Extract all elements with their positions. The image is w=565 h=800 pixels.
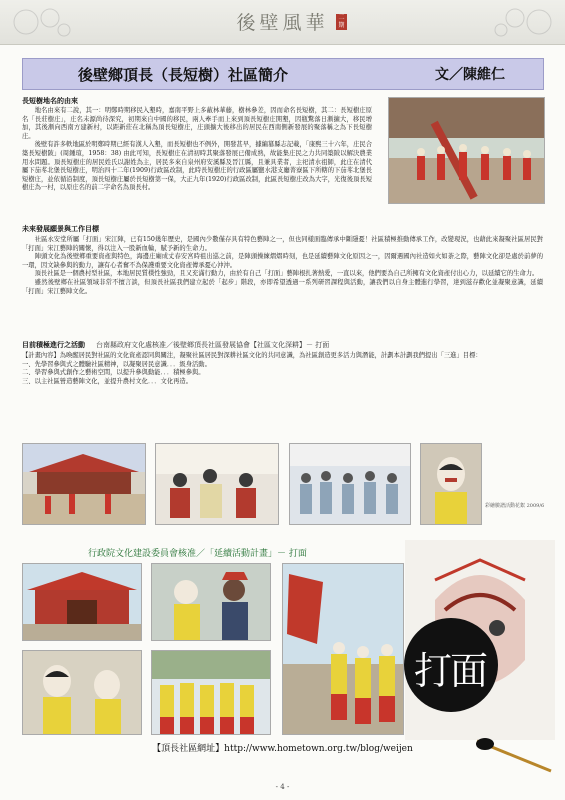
section-heading: 目前積極進行之活動 [22, 341, 85, 349]
section-text: 地名由來有二說，其一：明鄭時期移民入墾時，嘉南平野上多蔽林華藤，樹林參差，因而命名長短樹，其二：長短樹庄原名「長莊樹庄」，庄名未源尚待深究，初期來自中國的移民，兩人牽手而上來到頂長短樹庄開墾，因瓶驚落日漸擴大，移民增加，其後漸向西南方建新村，以距新莊在北稱為頂長短樹庄，庄頭擴大後移出的居民在西南側新發展的聚落稱之為下長短樹庄。 後壁有許多軼地區於明鄭時期已經有漢人入墾，而長短樹也不例外，開發甚早，據編纂縣志記載，「康熙三十六年，庄民合築長短樹陂」(周鍾瑄，1958：38) 由此可知，長短樹庄在清初時其聚落發展已備成熟，故能集庄民之力共同築陂以解決農業用水問題。頂長短樹庄的居民姓氏以謝姓為主，居民多來自泉州府安溪縣及晉江縣，且兼具業者，主祀清水祖師，此庄在清代屬下茄苳北堡長短樹庄，明治四十二年(1909)行政區改制，此時長短樹庄的行政區屬鹽水港支廳菁寮區下所轄的下茄苳北堡長短樹庄，並依循沿制度，頂長短樹庄屬於長短樹第一保，大正九年(1920)行政區改制，此區長短樹庄改為大字，光復後頂長短樹庄為一村，以原庄名的前二字命名為頂長村。 [22, 107, 372, 192]
painted-face-portrait-photo [420, 443, 482, 525]
issue-seal: 二期 [336, 14, 347, 30]
section-heading-note: 台南縣政府文化處核准／後壁鄉頂長社區發展協會【社區文化深耕】－ 打面 [96, 341, 330, 349]
title-stamp [404, 618, 498, 712]
flag-parade-photo [282, 563, 404, 735]
section-heading: 未來發展願景與工作目標 [22, 225, 99, 233]
magazine-title: 後壁風華 [236, 12, 329, 34]
audience-tent-photo [289, 443, 411, 525]
temple-parade-photo [22, 443, 146, 525]
artist-painting-photo [151, 563, 271, 641]
section-text: 社區永安堂所屬「打面」宋江陣，已有150幾年歷史，是國內少數僅存具有特色藝陣之一，但也同樣面臨傳承中斷隱憂！社區積極推動傳承工作，改變現況，也藉此來凝聚社區居民對「打面」宋江藝陣的關懷，得以注入一股新血輪，賦予新的生命力。 陣頭文化為後壁鄉重要資產與特色，海邊庄廟成丈春安宮時祖出巡之前，是陣頭操練熠熠時刻，也是延續藝陣文化原因之一，因爾遇國內社造如火如荼之際，藝陣文化卻是處於前夢的一環，因文缺參與的動力，讓有心者奮不為保護重要文化資產傳承憂心沖沖。 頂長社區是一個農村型社區，本地居民質樸性強勁，且又充滿行動力，由於有自己「打面」藝陣根扎著熱愛，一直以來，他們要為自己所擁有文化資產付出心力，以延續它的生命力。 雖然後壁鄉在社區領域非常不擅言談，但頂長社區我們建立起於「起步」階段，亦即希望透過一系列研習課程與活動，讓我們以自身主體進行學習，達到滋存歡化並凝聚意識，延續「打面」宋江藝陣文化。 [22, 236, 543, 295]
article-title: 後壁鄉頂長（長短樹）社區簡介 [78, 66, 289, 84]
masthead [0, 0, 565, 45]
face-painting-photo [155, 443, 279, 525]
section-text: 【計畫內容】為喚醒居民對社區的文化資產認同與關注，凝聚社區居民對深耕社區文化的共同意識，為社區創造更多活力與潛能，計劃本計劃我們提出「三進」目標： 一、先學習參與式之體驗社區精神，以凝聚居民意識．．．級身活動。 二、學習參與式創作之藝術空間，以提升參與動能．．．積極參與。 三、以主社區營造藝陣文化，並提升農村文化．．．文化再造。 [22, 352, 482, 385]
photo-caption: 行政院文化建設委員會核准／「延續活動計畫」－ 打面 [88, 549, 307, 559]
footer-website: 【頂長社區網址】http://www.hometown.org.tw/blog/weijen [152, 744, 413, 754]
section-text-continued [22, 188, 543, 218]
painted-performers-photo [22, 650, 142, 735]
troupe-group-photo [151, 650, 271, 735]
page-number: - 4 - [275, 783, 290, 791]
article-author: 文／陳維仁 [435, 67, 505, 83]
section-heading: 長短樹地名的由來 [22, 97, 78, 105]
temple-building-photo [22, 563, 142, 641]
photo-note: 彩繪臉譜活動花絮 2009/6 [485, 503, 545, 509]
article-title-bar [22, 58, 544, 90]
stamp-text: 打面 [414, 649, 487, 693]
